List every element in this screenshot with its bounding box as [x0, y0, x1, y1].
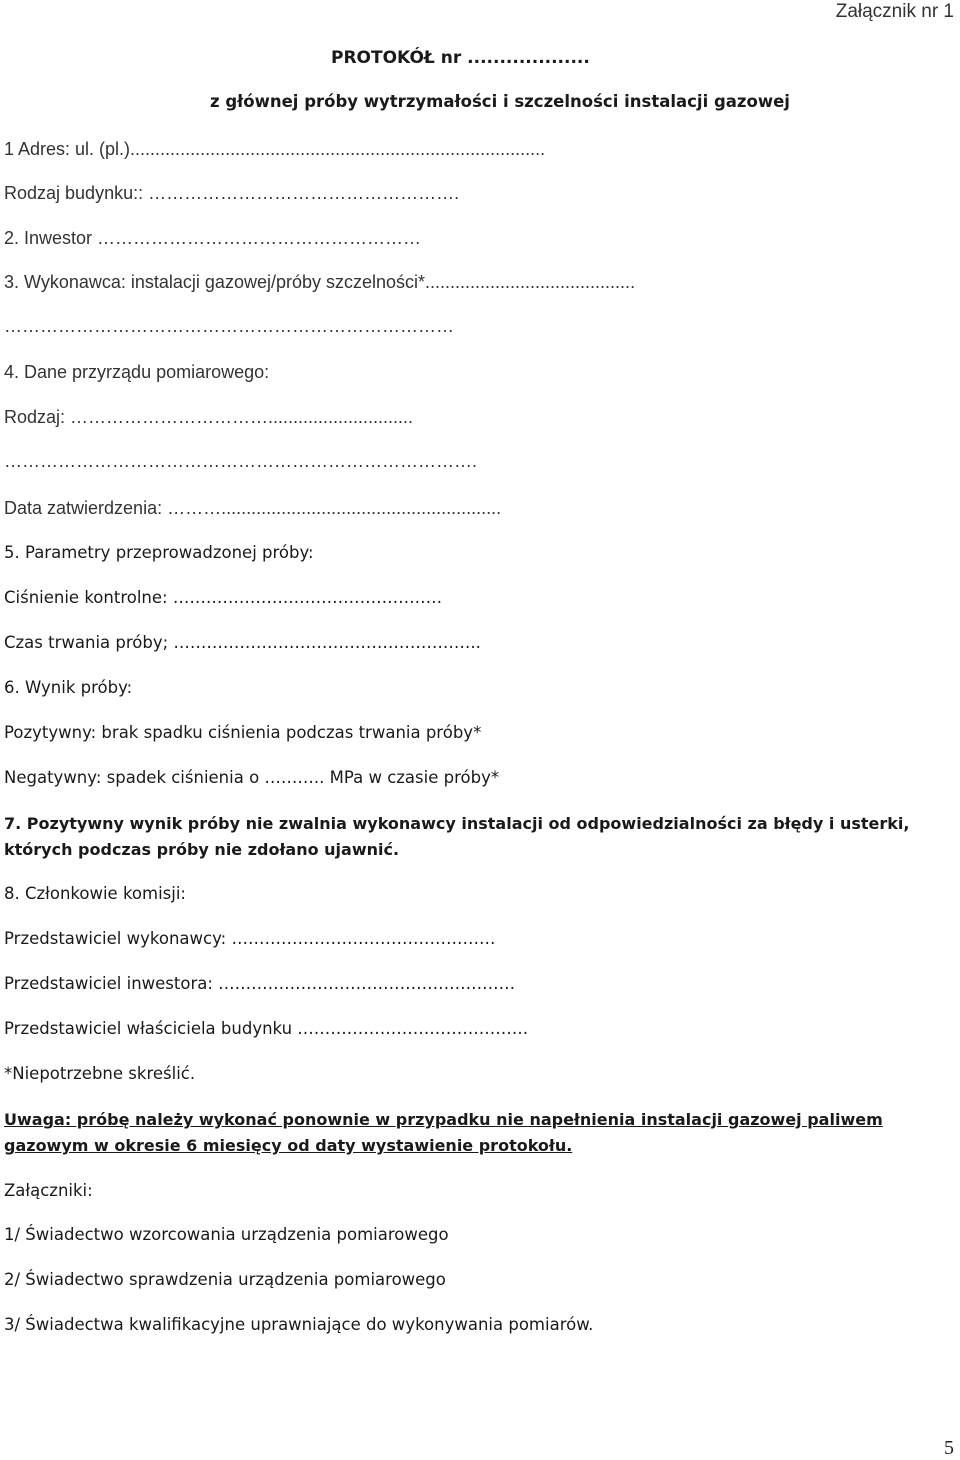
negative-result-line: Negatywny: spadek ciśnienia o ……….. MPa w czasie próby*	[4, 768, 500, 787]
investor-line: 2. Inwestor ………………………………………………	[4, 228, 422, 248]
contractor-representative-line: Przedstawiciel wykonawcy: …………………………………………	[4, 929, 496, 948]
protocol-title: PROTOKÓŁ nr ...................	[331, 48, 590, 68]
result-header: 6. Wynik próby:	[4, 678, 133, 697]
owner-representative-line: Przedstawiciel właściciela budynku ……………………………………	[4, 1019, 529, 1038]
instrument-type-line: Rodzaj: …………………………….............................	[4, 407, 414, 427]
address-line: 1 Adres: ul. (pl.)...................................................................................	[4, 139, 546, 159]
building-type-line: Rodzaj budynku:: …………………………………………….	[4, 183, 460, 203]
annex-label: Załącznik nr 1	[835, 1, 954, 22]
control-pressure-line: Ciśnienie kontrolne: ………………….………………………	[4, 588, 443, 607]
contractor-continuation: …………………………………………………………………	[4, 316, 454, 336]
instrument-header: 4. Dane przyrządu pomiarowego:	[4, 362, 270, 382]
contractor-line: 3. Wykonawca: instalacji gazowej/próby szczelności*..........................................	[4, 272, 636, 292]
positive-result-line: Pozytywny: brak spadku ciśnienia podczas trwania próby*	[4, 723, 482, 742]
notice-paragraph: 7. Pozytywny wynik próby nie zwalnia wykonawcy instalacji od odpowiedzialności za błędy i usterki, których podczas próby nie zdołano ujawnić.	[4, 814, 910, 859]
attachment-item: 3/ Świadectwa kwalifikacyjne uprawniające do wykonywania pomiarów.	[4, 1315, 594, 1334]
committee-header: 8. Członkowie komisji:	[4, 884, 186, 903]
attachment-item: 1/ Świadectwo wzorcowania urządzenia pomiarowego	[4, 1225, 449, 1244]
protocol-subtitle: z głównej próby wytrzymałości i szczelności instalacji gazowej	[210, 92, 790, 111]
warning-paragraph: Uwaga: próbę należy wykonać ponownie w przypadku nie napełnienia instalacji gazowej paliwem gazowym w okresie 6 miesięcy od daty wystawienie protokołu.	[4, 1110, 883, 1155]
footnote: *Niepotrzebne skreślić.	[4, 1064, 196, 1083]
instrument-continuation: …………………………………………………………………….	[4, 451, 478, 471]
params-header: 5. Parametry przeprowadzonej próby:	[4, 543, 314, 562]
attachment-item: 2/ Świadectwo sprawdzenia urządzenia pomiarowego	[4, 1270, 446, 1289]
duration-line: Czas trwania próby; ………………………………………………..	[4, 633, 481, 652]
attachments-header: Załączniki:	[4, 1181, 93, 1200]
approval-date-line: Data zatwierdzenia: ………........................................................	[4, 498, 502, 518]
page-number: 5	[944, 1437, 954, 1459]
investor-representative-line: Przedstawiciel inwestora: ………………………………………………	[4, 974, 516, 993]
